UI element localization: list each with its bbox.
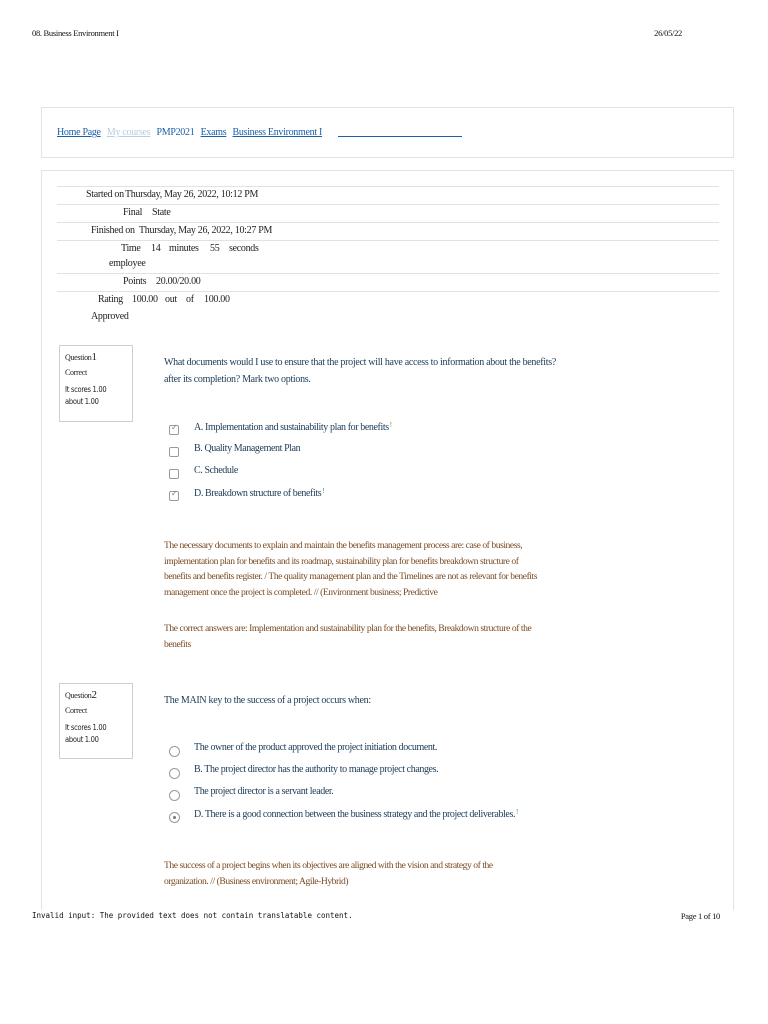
- finished-value: Thursday, May 26, 2022, 10:27 PM: [139, 225, 273, 236]
- state-label: Final: [123, 207, 143, 218]
- breadcrumb-card: [41, 107, 734, 158]
- summary-row-approved: [57, 309, 719, 327]
- breadcrumb-underline: [338, 136, 462, 137]
- correct-tick-icon: !: [516, 808, 518, 816]
- quiz-review-card: Started on Thursday, May 26, 2022, 10:12 PM Final State Finished on Thursday, May 26, 2022, 10:27 PM Time 14 minutes 55 seconds employee Points 20.00/20.00 Rating 100.00 out of 100.00 Approved Question1 Correct It scores 1.00 about 1.00 What documents would I use to ensure that the project will have access to information about the benefits? after its completion? Mark two options. ✓ A. Implementation and sustainability plan for benefits! B. Quality Management Plan C. Schedule ✓ D. Breakdown structure of benefits! The necessary documents to explain and maintain the benefits management process are: case of business, implementation plan for benefits and its roadmap, sustainability plan for benefits breakdown structure of benefits and benefits register. / The quality management plan and the Timelines are not as relevant for benefits management once the project is completed. // (Environment business; Predictive The correct answers are: Implementation and sustainability plan for the benefits, Breakdown structure of the benefits Question2 Correct It scores 1.00 about 1.00 The MAIN key to the success of a project occurs when: The owner of the product approved the project initiation document. B. The project director has the authority to manage project changes. The project director is a servant leader. D. There is a good connection between the business strategy and the project deliverables.! The success of a project begins when its objectives are aligned with the vision and strategy of the organization. // (Business environment; Agile-Hybrid): [41, 170, 734, 910]
- question-2-info: [59, 683, 133, 759]
- question-1-info: [59, 345, 133, 422]
- question-1-text: What documents would I use to ensure that the project will have access to information about the benefits? after its completion? Mark two options.: [164, 357, 556, 385]
- finished-label: Finished on: [91, 225, 135, 236]
- print-header: [32, 28, 682, 40]
- question-2-text: The MAIN key to the success of a project occurs when:: [164, 695, 371, 706]
- checkbox-icon[interactable]: [169, 447, 179, 457]
- radio-icon[interactable]: [169, 746, 180, 757]
- time-seconds-unit: seconds: [229, 243, 259, 254]
- correct-tick-icon: !: [322, 487, 325, 495]
- rating-of-word: of: [186, 294, 194, 305]
- attempt-summary-table: [57, 186, 719, 327]
- footer-note: Invalid input: The provided text does not contain translatable content.: [32, 911, 353, 920]
- rating-out-word: out: [165, 294, 177, 305]
- question-1-feedback: The necessary documents to explain and maintain the benefits management process are: case of business, implementation plan for benefits and its roadmap, sustainability plan for benefits breakdown structure of benefits and benefits register. / The quality management plan and the Timelines are not as relevant for benefits management once the project is completed. // (Environment business; Predictive: [164, 540, 538, 598]
- points-value: 20.00/20.00: [156, 276, 201, 287]
- document-title: 08. Business Environment I: [32, 28, 119, 38]
- summary-row-time: [57, 240, 719, 273]
- rating-label: Rating: [98, 294, 123, 305]
- print-date: 26/05/22: [654, 28, 682, 38]
- rating-max: 100.00: [204, 294, 230, 305]
- question-2-number: Question2: [65, 689, 97, 701]
- question-1-mark: It scores 1.00 about 1.00: [65, 385, 107, 406]
- state-value: State: [152, 207, 171, 218]
- summary-row-state: [57, 204, 719, 222]
- question-2-feedback: The success of a project begins when its objectives are aligned with the vision and strategy of the organization. // (Business environment; Agile-Hybrid): [164, 860, 493, 887]
- time-minutes-unit: minutes: [169, 243, 199, 254]
- question-2-mark: It scores 1.00 about 1.00: [65, 723, 107, 744]
- breadcrumb-my-courses-link[interactable]: My courses: [106, 127, 151, 138]
- time-label: Time: [121, 243, 141, 254]
- approved-label: Approved: [91, 311, 129, 322]
- breadcrumb-course-link[interactable]: PMP2021: [156, 127, 195, 138]
- summary-row-points: [57, 273, 719, 291]
- checkbox-icon[interactable]: [169, 425, 179, 435]
- time-seconds-value: 55: [210, 243, 220, 254]
- checkbox-icon[interactable]: [169, 469, 179, 479]
- breadcrumb-home-link[interactable]: Home Page: [57, 127, 101, 138]
- question-1-number: Question1: [65, 351, 97, 363]
- started-label: Started on: [86, 189, 124, 200]
- breadcrumb-quiz-link[interactable]: Business Environment I: [232, 127, 323, 138]
- page-number: Page 1 of 10: [680, 911, 720, 921]
- summary-row-started: [57, 186, 719, 204]
- points-label: Points: [123, 276, 147, 287]
- radio-icon[interactable]: [169, 768, 180, 779]
- question-2-state: Correct: [65, 706, 87, 715]
- correct-tick-icon: !: [389, 421, 392, 429]
- print-footer: [32, 911, 720, 923]
- employee-label: employee: [109, 258, 146, 269]
- checkbox-icon[interactable]: [169, 491, 179, 501]
- rating-value: 100.00: [132, 294, 158, 305]
- question-1-correct-answer: The correct answers are: Implementation and sustainability plan for the benefits, Breakdown structure of the benefits: [164, 623, 532, 650]
- started-value: Thursday, May 26, 2022, 10:12 PM: [125, 189, 259, 200]
- question-1-state: Correct: [65, 368, 87, 377]
- summary-row-finished: [57, 222, 719, 240]
- breadcrumb: [57, 127, 466, 138]
- radio-icon[interactable]: [169, 812, 180, 823]
- breadcrumb-exams-link[interactable]: Exams: [200, 127, 227, 138]
- summary-row-rating: [57, 291, 719, 309]
- time-minutes-value: 14: [151, 243, 161, 254]
- radio-icon[interactable]: [169, 790, 180, 801]
